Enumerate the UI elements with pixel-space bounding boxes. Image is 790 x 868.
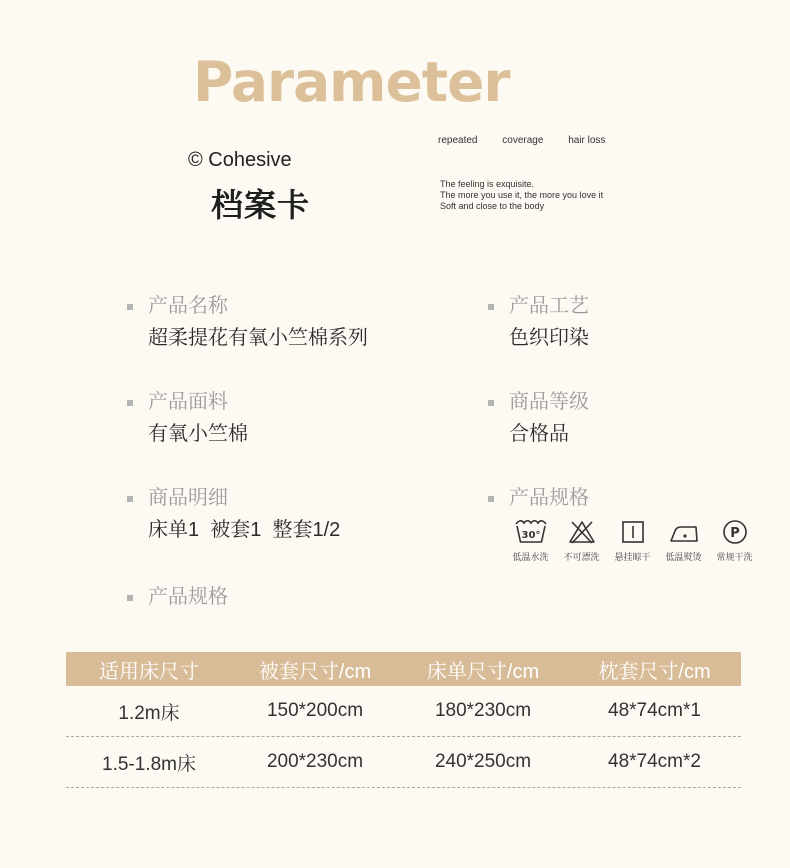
brand-name: © Cohesive [188, 149, 292, 171]
cell-duvet-size: 200*230cm [266, 751, 364, 772]
svg-text:P: P [729, 526, 740, 541]
size-table-header [66, 652, 741, 686]
card-title: 档案卡 [211, 187, 311, 223]
field-label: 产品面料 [127, 389, 248, 415]
dry-clean-icon [718, 519, 752, 545]
care-caption: 不可漂洗 [563, 552, 600, 562]
field-value: 合格品 [509, 423, 569, 445]
cell-sheet-size: 240*250cm [434, 751, 532, 772]
field-value: 超柔提花有氧小竺棉系列 [148, 327, 368, 349]
svg-text:30°: 30° [521, 530, 540, 541]
field-product-spec-care [488, 485, 589, 511]
wash-30-icon [514, 519, 548, 545]
field-value: 床单1 被套1 整套1/2 [148, 519, 341, 541]
field-product-name [127, 293, 368, 351]
header-bed-size: 适用床尺寸 [99, 660, 199, 683]
care-icons [505, 519, 760, 563]
care-item-wash [505, 519, 556, 563]
tagline-2: The more you use it, the more you love it [440, 190, 604, 200]
cell-sheet-size: 180*230cm [434, 700, 532, 721]
field-product-fabric [127, 389, 248, 447]
care-caption: 低温熨烫 [665, 552, 702, 562]
tag-coverage: coverage [502, 135, 544, 146]
cell-bed-size: 1.5-1.8m床 [102, 753, 196, 775]
field-label: 产品规格 [488, 485, 589, 511]
table-row [66, 686, 741, 737]
no-bleach-icon [565, 519, 599, 545]
field-value: 色织印染 [509, 327, 589, 349]
care-caption: 悬挂晾干 [614, 552, 651, 562]
field-product-detail [127, 485, 340, 543]
size-table [66, 652, 741, 788]
care-caption: 常规干洗 [716, 552, 753, 562]
tagline-3: Soft and close to the body [440, 201, 545, 211]
cell-pillowcase-size: 48*74cm*2 [608, 751, 701, 772]
cell-pillowcase-size: 48*74cm*1 [608, 700, 701, 721]
tag-list [438, 135, 627, 146]
care-caption: 低温水洗 [512, 552, 549, 562]
tag-repeated: repeated [438, 135, 478, 146]
care-item-hang-dry [607, 519, 658, 563]
field-label: 商品等级 [488, 389, 589, 415]
field-label: 产品名称 [127, 293, 368, 319]
tag-hair-loss: hair loss [568, 135, 606, 146]
parameter-headline: Parameter [193, 50, 510, 114]
table-row [66, 737, 741, 788]
field-product-grade [488, 389, 589, 447]
field-label: 商品明细 [127, 485, 340, 511]
low-iron-icon [667, 519, 701, 545]
hang-dry-icon [616, 519, 650, 545]
header-duvet-size: 被套尺寸/cm [258, 660, 372, 683]
field-product-craft [488, 293, 589, 351]
cell-duvet-size: 150*200cm [266, 700, 364, 721]
tagline-block [440, 179, 603, 212]
header-pillowcase-size: 枕套尺寸/cm [598, 660, 711, 683]
field-label: 产品工艺 [488, 293, 589, 319]
cell-bed-size: 1.2m床 [118, 702, 180, 724]
care-item-dry-clean [709, 519, 760, 563]
header-sheet-size: 床单尺寸/cm [426, 660, 540, 683]
field-product-spec-size [127, 584, 228, 610]
field-label: 产品规格 [127, 584, 228, 610]
tagline-1: The feeling is exquisite. [440, 179, 535, 189]
care-item-low-iron [658, 519, 709, 563]
field-value: 有氧小竺棉 [148, 423, 248, 445]
care-item-no-bleach [556, 519, 607, 563]
